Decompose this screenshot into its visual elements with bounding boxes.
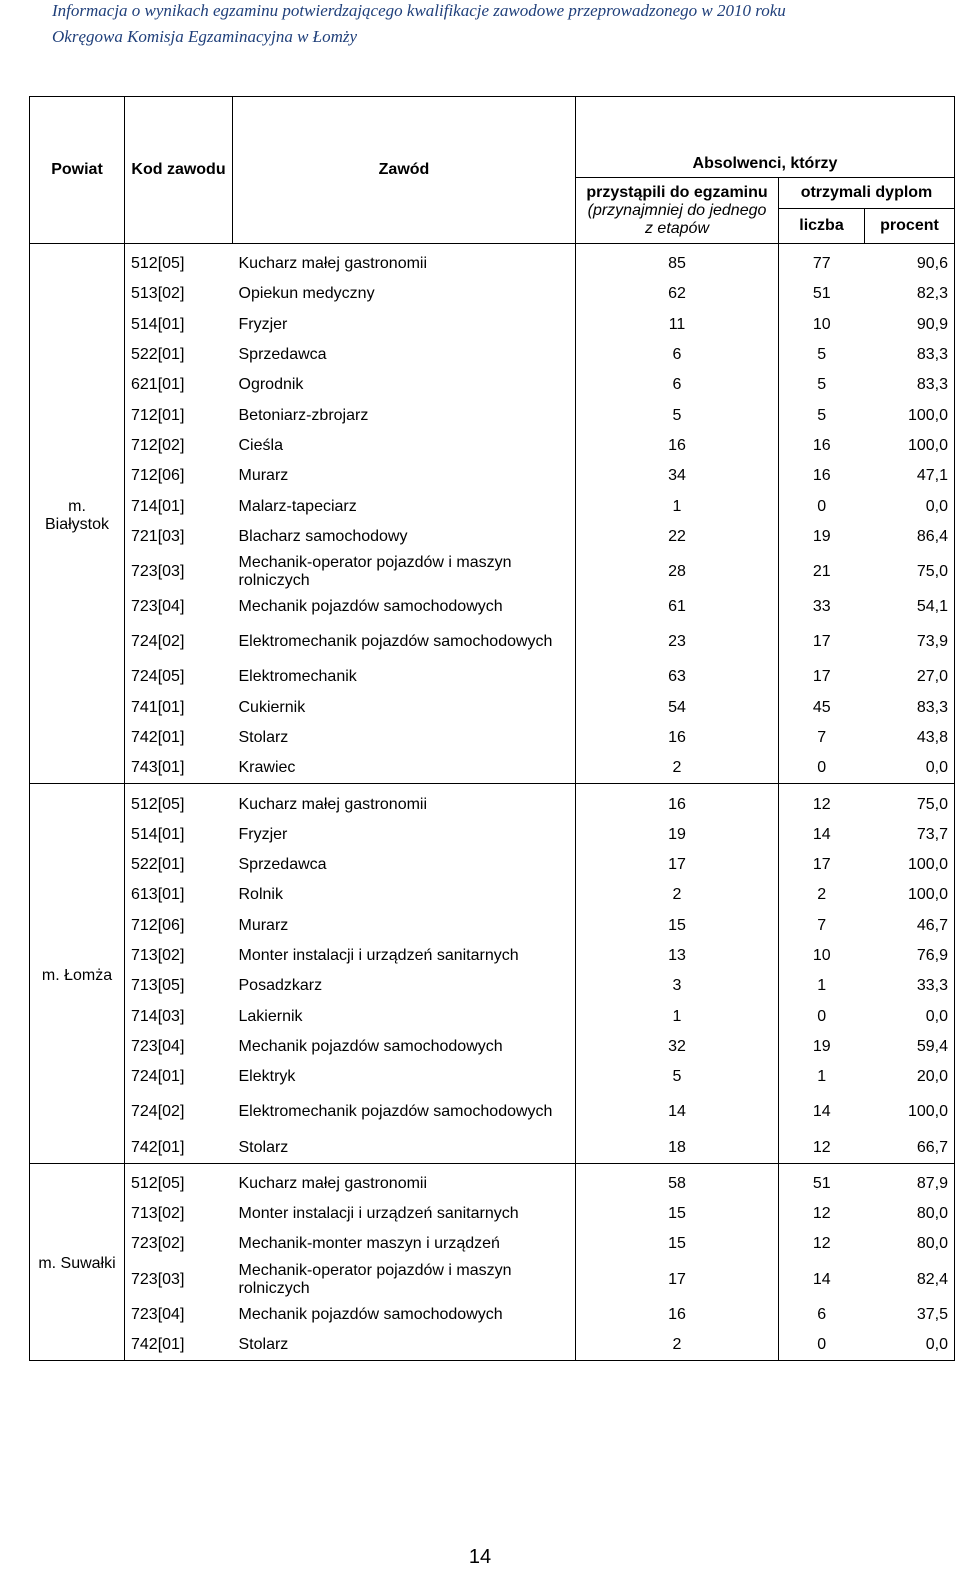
zawod-cell: Elektryk (233, 1062, 576, 1092)
table-row (30, 461, 955, 491)
liczba-cell: 17 (779, 622, 865, 662)
table-row (30, 1132, 955, 1163)
table-row (30, 1229, 955, 1259)
procent-cell: 43,8 (865, 723, 955, 753)
przystapili-cell: 23 (576, 622, 779, 662)
table-row (30, 370, 955, 400)
table-row (30, 723, 955, 753)
przystapili-cell: 11 (576, 310, 779, 340)
header-zawod: Zawód (233, 97, 576, 244)
liczba-cell: 2 (779, 880, 865, 910)
kod-cell: 713[02] (125, 1199, 233, 1229)
procent-cell: 73,9 (865, 622, 955, 662)
zawod-cell: Posadzkarz (233, 971, 576, 1001)
kod-cell: 621[01] (125, 370, 233, 400)
procent-cell: 27,0 (865, 662, 955, 692)
przystapili-cell: 15 (576, 1199, 779, 1229)
header-przystapili (576, 178, 779, 244)
kod-cell: 522[01] (125, 340, 233, 370)
zawod-cell: Mechanik pojazdów samochodowych (233, 1300, 576, 1330)
table-row (30, 1330, 955, 1361)
table-row (30, 244, 955, 280)
kod-cell: 724[05] (125, 662, 233, 692)
przystapili-cell: 61 (576, 592, 779, 622)
zawod-cell: Monter instalacji i urządzeń sanitarnych (233, 941, 576, 971)
procent-cell: 80,0 (865, 1229, 955, 1259)
powiat-cell: m. Białystok (30, 244, 125, 784)
zawod-cell: Opiekun medyczny (233, 279, 576, 309)
page-number: 14 (468, 1546, 492, 1568)
table-row (30, 279, 955, 309)
kod-cell: 712[01] (125, 400, 233, 430)
przystapili-cell: 2 (576, 753, 779, 784)
procent-cell: 100,0 (865, 880, 955, 910)
kod-cell: 712[06] (125, 461, 233, 491)
przystapili-cell: 1 (576, 1002, 779, 1032)
zawod-cell: Elektromechanik pojazdów samochodowych (233, 1092, 576, 1132)
table-row (30, 1199, 955, 1229)
liczba-cell: 12 (779, 1199, 865, 1229)
przystapili-cell: 19 (576, 820, 779, 850)
kod-cell: 742[01] (125, 1132, 233, 1163)
liczba-cell: 7 (779, 723, 865, 753)
table-header (30, 97, 955, 244)
przystapili-cell: 2 (576, 1330, 779, 1361)
procent-cell: 83,3 (865, 370, 955, 400)
zawod-cell: Fryzjer (233, 820, 576, 850)
kod-cell: 613[01] (125, 880, 233, 910)
liczba-cell: 0 (779, 1330, 865, 1361)
zawod-cell: Mechanik-monter maszyn i urządzeń (233, 1229, 576, 1259)
table-row (30, 592, 955, 622)
kod-cell: 723[04] (125, 1032, 233, 1062)
procent-cell: 87,9 (865, 1163, 955, 1199)
liczba-cell: 5 (779, 400, 865, 430)
procent-cell: 46,7 (865, 911, 955, 941)
liczba-cell: 51 (779, 1163, 865, 1199)
results-table (29, 96, 955, 1361)
procent-cell: 73,7 (865, 820, 955, 850)
przystapili-cell: 14 (576, 1092, 779, 1132)
liczba-cell: 51 (779, 279, 865, 309)
przystapili-cell: 3 (576, 971, 779, 1001)
przystapili-cell: 16 (576, 431, 779, 461)
przystapili-cell: 2 (576, 880, 779, 910)
zawod-cell: Krawiec (233, 753, 576, 784)
header-absolwenci: Absolwenci, którzy (576, 97, 955, 178)
zawod-cell: Kucharz małej gastronomii (233, 784, 576, 820)
procent-cell: 54,1 (865, 592, 955, 622)
kod-cell: 713[05] (125, 971, 233, 1001)
liczba-cell: 16 (779, 431, 865, 461)
procent-cell: 100,0 (865, 400, 955, 430)
kod-cell: 714[01] (125, 491, 233, 521)
liczba-cell: 10 (779, 310, 865, 340)
kod-cell: 723[02] (125, 1229, 233, 1259)
przystapili-cell: 63 (576, 662, 779, 692)
przystapili-cell: 5 (576, 1062, 779, 1092)
liczba-cell: 21 (779, 552, 865, 592)
przystapili-cell: 58 (576, 1163, 779, 1199)
zawod-cell: Stolarz (233, 1132, 576, 1163)
zawod-cell: Mechanik pojazdów samochodowych (233, 592, 576, 622)
liczba-cell: 19 (779, 1032, 865, 1062)
kod-cell: 512[05] (125, 244, 233, 280)
procent-cell: 82,4 (865, 1260, 955, 1300)
commission-name: Okręgowa Komisja Egzaminacyjna w Łomży (52, 27, 358, 46)
przystapili-cell: 1 (576, 491, 779, 521)
liczba-cell: 5 (779, 370, 865, 400)
przystapili-cell: 85 (576, 244, 779, 280)
table-row (30, 971, 955, 1001)
table-row (30, 491, 955, 521)
table-row (30, 850, 955, 880)
liczba-cell: 14 (779, 1092, 865, 1132)
powiat-cell: m. Suwałki (30, 1163, 125, 1360)
kod-cell: 723[03] (125, 552, 233, 592)
table-row (30, 784, 955, 820)
przystapili-cell: 34 (576, 461, 779, 491)
zawod-cell: Cieśla (233, 431, 576, 461)
procent-cell: 0,0 (865, 753, 955, 784)
liczba-cell: 1 (779, 1062, 865, 1092)
zawod-cell: Kucharz małej gastronomii (233, 1163, 576, 1199)
procent-cell: 33,3 (865, 971, 955, 1001)
kod-cell: 513[02] (125, 279, 233, 309)
procent-cell: 83,3 (865, 340, 955, 370)
przystapili-cell: 17 (576, 850, 779, 880)
table-row (30, 522, 955, 552)
liczba-cell: 12 (779, 1229, 865, 1259)
zawod-cell: Cukiernik (233, 693, 576, 723)
kod-cell: 723[04] (125, 1300, 233, 1330)
table-row (30, 693, 955, 723)
zawod-cell: Monter instalacji i urządzeń sanitarnych (233, 1199, 576, 1229)
zawod-cell: Elektromechanik pojazdów samochodowych (233, 622, 576, 662)
table-row (30, 310, 955, 340)
przystapili-cell: 15 (576, 911, 779, 941)
table-row (30, 820, 955, 850)
liczba-cell: 77 (779, 244, 865, 280)
kod-cell: 724[01] (125, 1062, 233, 1092)
table-row (30, 431, 955, 461)
procent-cell: 90,9 (865, 310, 955, 340)
header-kod: Kod zawodu (125, 97, 233, 244)
table-row (30, 880, 955, 910)
header-liczba: liczba (779, 209, 865, 244)
liczba-cell: 19 (779, 522, 865, 552)
procent-cell: 100,0 (865, 850, 955, 880)
zawod-cell: Mechanik-operator pojazdów i maszyn rolniczych (233, 552, 576, 592)
zawod-cell: Murarz (233, 911, 576, 941)
zawod-cell: Mechanik-operator pojazdów i maszyn rolniczych (233, 1260, 576, 1300)
kod-cell: 721[03] (125, 522, 233, 552)
table-row (30, 340, 955, 370)
liczba-cell: 17 (779, 850, 865, 880)
zawod-cell: Sprzedawca (233, 850, 576, 880)
table-row (30, 753, 955, 784)
liczba-cell: 6 (779, 1300, 865, 1330)
przystapili-cell: 5 (576, 400, 779, 430)
zawod-cell: Sprzedawca (233, 340, 576, 370)
header-przystapili-label: przystąpili do egzaminu (586, 183, 768, 201)
zawod-cell: Blacharz samochodowy (233, 522, 576, 552)
procent-cell: 100,0 (865, 1092, 955, 1132)
header-otrzymali: otrzymali dyplom (779, 178, 955, 209)
kod-cell: 514[01] (125, 820, 233, 850)
zawod-cell: Mechanik pojazdów samochodowych (233, 1032, 576, 1062)
przystapili-cell: 13 (576, 941, 779, 971)
zawod-cell: Kucharz małej gastronomii (233, 244, 576, 280)
liczba-cell: 1 (779, 971, 865, 1001)
table-row (30, 622, 955, 662)
zawod-cell: Fryzjer (233, 310, 576, 340)
liczba-cell: 0 (779, 753, 865, 784)
liczba-cell: 45 (779, 693, 865, 723)
kod-cell: 742[01] (125, 723, 233, 753)
kod-cell: 712[06] (125, 911, 233, 941)
header-procent: procent (865, 209, 955, 244)
kod-cell: 514[01] (125, 310, 233, 340)
kod-cell: 714[03] (125, 1002, 233, 1032)
table-row (30, 1002, 955, 1032)
table-row (30, 662, 955, 692)
kod-cell: 724[02] (125, 622, 233, 662)
table-row (30, 1092, 955, 1132)
table-row (30, 400, 955, 430)
table-row (30, 1260, 955, 1300)
przystapili-cell: 6 (576, 340, 779, 370)
procent-cell: 20,0 (865, 1062, 955, 1092)
procent-cell: 66,7 (865, 1132, 955, 1163)
liczba-cell: 5 (779, 340, 865, 370)
liczba-cell: 17 (779, 662, 865, 692)
procent-cell: 90,6 (865, 244, 955, 280)
zawod-cell: Ogrodnik (233, 370, 576, 400)
kod-cell: 512[05] (125, 784, 233, 820)
przystapili-cell: 62 (576, 279, 779, 309)
table-body (30, 244, 955, 1361)
procent-cell: 76,9 (865, 941, 955, 971)
kod-cell: 522[01] (125, 850, 233, 880)
header-powiat: Powiat (30, 97, 125, 244)
przystapili-cell: 16 (576, 1300, 779, 1330)
zawod-cell: Elektromechanik (233, 662, 576, 692)
liczba-cell: 12 (779, 1132, 865, 1163)
table-row (30, 941, 955, 971)
kod-cell: 723[03] (125, 1260, 233, 1300)
liczba-cell: 7 (779, 911, 865, 941)
header-przystapili-note: (przynajmniej do jednego z etapów (587, 201, 767, 237)
liczba-cell: 12 (779, 784, 865, 820)
kod-cell: 712[02] (125, 431, 233, 461)
zawod-cell: Lakiernik (233, 1002, 576, 1032)
procent-cell: 86,4 (865, 522, 955, 552)
przystapili-cell: 16 (576, 723, 779, 753)
procent-cell: 75,0 (865, 784, 955, 820)
kod-cell: 743[01] (125, 753, 233, 784)
zawod-cell: Rolnik (233, 880, 576, 910)
liczba-cell: 10 (779, 941, 865, 971)
kod-cell: 742[01] (125, 1330, 233, 1361)
kod-cell: 713[02] (125, 941, 233, 971)
przystapili-cell: 15 (576, 1229, 779, 1259)
liczba-cell: 16 (779, 461, 865, 491)
liczba-cell: 33 (779, 592, 865, 622)
procent-cell: 80,0 (865, 1199, 955, 1229)
zawod-cell: Malarz-tapeciarz (233, 491, 576, 521)
table-row (30, 552, 955, 592)
procent-cell: 83,3 (865, 693, 955, 723)
procent-cell: 82,3 (865, 279, 955, 309)
przystapili-cell: 6 (576, 370, 779, 400)
liczba-cell: 14 (779, 820, 865, 850)
procent-cell: 100,0 (865, 431, 955, 461)
liczba-cell: 0 (779, 491, 865, 521)
liczba-cell: 14 (779, 1260, 865, 1300)
liczba-cell: 0 (779, 1002, 865, 1032)
powiat-cell: m. Łomża (30, 784, 125, 1163)
procent-cell: 47,1 (865, 461, 955, 491)
procent-cell: 75,0 (865, 552, 955, 592)
zawod-cell: Stolarz (233, 1330, 576, 1361)
table-row (30, 1062, 955, 1092)
procent-cell: 0,0 (865, 1330, 955, 1361)
table-row (30, 1163, 955, 1199)
kod-cell: 724[02] (125, 1092, 233, 1132)
przystapili-cell: 18 (576, 1132, 779, 1163)
kod-cell: 723[04] (125, 592, 233, 622)
przystapili-cell: 54 (576, 693, 779, 723)
procent-cell: 59,4 (865, 1032, 955, 1062)
table-row (30, 1300, 955, 1330)
procent-cell: 37,5 (865, 1300, 955, 1330)
przystapili-cell: 17 (576, 1260, 779, 1300)
procent-cell: 0,0 (865, 491, 955, 521)
kod-cell: 512[05] (125, 1163, 233, 1199)
kod-cell: 741[01] (125, 693, 233, 723)
procent-cell: 0,0 (865, 1002, 955, 1032)
zawod-cell: Betoniarz-zbrojarz (233, 400, 576, 430)
przystapili-cell: 22 (576, 522, 779, 552)
przystapili-cell: 28 (576, 552, 779, 592)
przystapili-cell: 32 (576, 1032, 779, 1062)
przystapili-cell: 16 (576, 784, 779, 820)
zawod-cell: Stolarz (233, 723, 576, 753)
table-row (30, 911, 955, 941)
report-title: Informacja o wynikach egzaminu potwierdzającego kwalifikacje zawodowe przeprowadzonego w 2010 roku (52, 1, 786, 20)
table-row (30, 1032, 955, 1062)
zawod-cell: Murarz (233, 461, 576, 491)
